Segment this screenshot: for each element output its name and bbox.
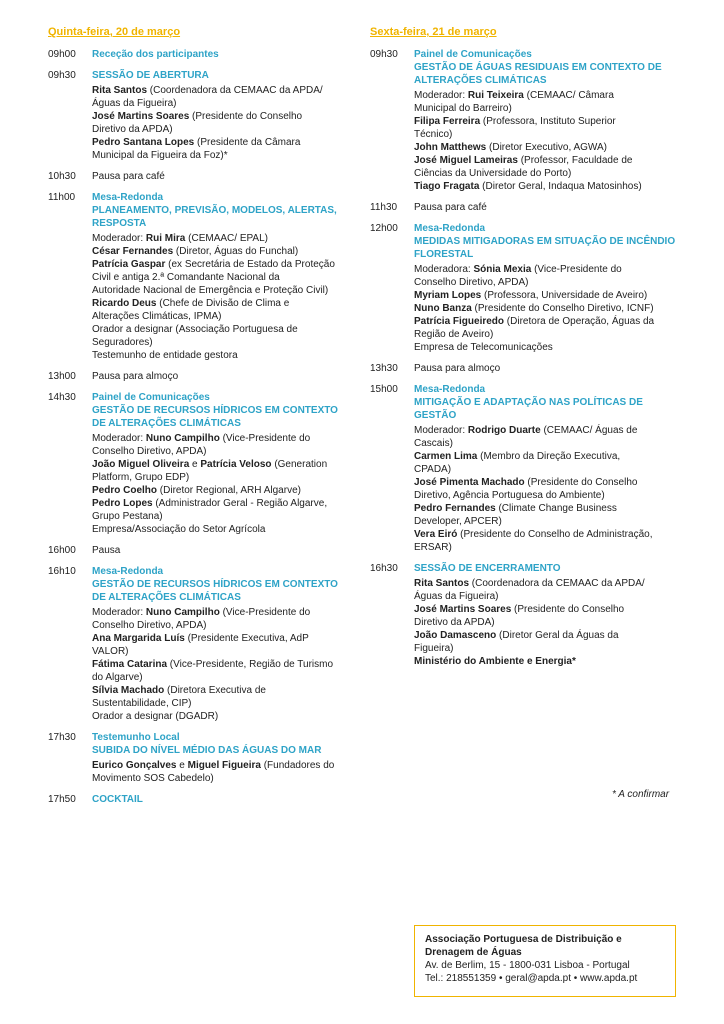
org-name-line-1: Associação Portuguesa de Distribuição e [425,934,622,945]
address-box [414,925,676,997]
session-item [370,222,680,354]
speaker-name: Nuno Campilho [145,433,220,444]
session-time: 17h50 [48,794,76,805]
speaker-list [92,759,348,785]
speaker-detail: Orador a designar (Associação Portuguesa de [92,324,298,335]
speaker-line [414,489,680,502]
speaker-line [92,297,348,310]
speaker-detail: (Membro da Direção Executiva, [477,451,621,462]
speaker-list [414,263,680,354]
session-item [48,391,348,536]
speaker-line [92,632,348,645]
speaker-detail: Empresa/Associação do Setor Agrícola [92,524,266,535]
speaker-list [414,89,680,193]
speaker-line [92,619,348,632]
speaker-line [92,645,348,658]
session-item [48,793,348,806]
session-item [48,191,348,362]
speaker-line [414,541,680,554]
speaker-line [92,432,348,445]
speaker-line [92,232,348,245]
speaker-name: Ministério do Ambiente e Energia* [414,656,576,667]
session-plain-text: Pausa para café [414,202,487,213]
speaker-list [92,432,348,536]
speaker-name: Pedro Coelho [92,485,158,496]
speaker-detail: (Diretor, Águas do Funchal) [173,246,299,257]
speaker-line [92,606,348,619]
speaker-detail: Moderador: [92,233,146,244]
speaker-name: John Matthews [414,142,487,153]
speaker-line [92,497,348,510]
speaker-detail: e [176,760,188,771]
session-title: GESTÃO DE ÁGUAS RESIDUAIS EM CONTEXTO DE ALTERAÇÕES CLIMÁTICAS [414,62,662,86]
speaker-detail: Moderador: [414,90,468,101]
speaker-name: Filipa Ferreira [414,116,481,127]
session-body [92,793,348,806]
speaker-detail: Região de Aveiro) [414,329,494,340]
speaker-detail: (Chefe de Divisão de Clima e [156,298,290,309]
speaker-line [92,323,348,336]
session-body [414,362,680,375]
speaker-detail: (Coordenadora da CEMAAC da APDA/ [469,578,645,589]
speaker-detail: (Vice-Presidente, Região de Turismo [167,659,334,670]
speaker-name: Ricardo Deus [92,298,157,309]
speaker-name: Rodrigo Duarte [467,425,541,436]
speaker-name: Myriam Lopes [414,290,482,301]
speaker-line [414,515,680,528]
speaker-name: Miguel Figueira [187,760,261,771]
speaker-detail: (Professora, Universidade de Aveiro) [481,290,648,301]
session-title: COCKTAIL [92,794,143,805]
session-body [92,170,348,183]
speaker-line [92,136,348,149]
session-title: SESSÃO DE ABERTURA [92,70,209,81]
speaker-detail: (Professor, Faculdade de [517,155,633,166]
address-street: Av. de Berlim, 15 - 1800-031 Lisboa - Portugal [425,960,630,971]
speaker-name: José Miguel Lameiras [414,155,518,166]
session-title: GESTÃO DE RECURSOS HÍDRICOS EM CONTEXTO DE ALTERAÇÕES CLIMÁTICAS [92,579,338,603]
session-body [92,69,348,162]
footnote: * A confirmar [612,789,670,800]
speaker-line [414,341,680,354]
speaker-detail: (Administrador Geral - Região Algarve, [152,498,328,509]
speaker-detail: (CEMAAC/ Câmara [523,90,614,101]
speaker-detail: Ciências da Universidade do Porto) [414,168,572,179]
speaker-name: Pedro Fernandes [414,503,496,514]
session-category: Mesa-Redonda [92,566,164,577]
session-title: GESTÃO DE RECURSOS HÍDRICOS EM CONTEXTO DE ALTERAÇÕES CLIMÁTICAS [92,405,338,429]
session-time: 13h00 [48,371,76,382]
speaker-line [414,450,680,463]
session-body [92,370,348,383]
session-body [92,565,348,723]
speaker-name: Patrícia Figueiredo [414,316,505,327]
speaker-detail: Moderadora: [414,264,474,275]
session-body [92,731,348,785]
session-title: SESSÃO DE ENCERRAMENTO [414,563,561,574]
session-body [414,383,680,554]
speaker-detail: (Diretora de Operação, Águas da [504,316,655,327]
speaker-detail: Empresa de Telecomunicações [414,342,553,353]
session-time: 15h00 [370,384,398,395]
session-plain-text: Pausa para almoço [414,363,501,374]
speaker-line [414,276,680,289]
speaker-line [414,180,680,193]
session-title: MITIGAÇÃO E ADAPTAÇÃO NAS POLÍTICAS DE GESTÃO [414,397,643,421]
speaker-detail: Técnico) [414,129,453,140]
speaker-detail: ERSAR) [414,542,452,553]
speaker-detail: (Diretora Executiva de [164,685,266,696]
speaker-line [92,349,348,362]
speaker-line [414,476,680,489]
session-category: Mesa-Redonda [414,223,486,234]
session-title: MEDIDAS MITIGADORAS EM SITUAÇÃO DE INCÊNDIO FLORESTAL [414,236,676,260]
speaker-line [92,523,348,536]
day-title-friday: Sexta-feira, 21 de março [370,26,497,38]
org-name-line-2: Drenagem de Águas [425,947,522,958]
session-body [414,201,680,214]
speaker-detail: Águas da Figueira) [92,98,177,109]
session-title: SUBIDA DO NÍVEL MÉDIO DAS ÁGUAS DO MAR [92,745,322,756]
speaker-name: Patrícia Gaspar [92,259,166,270]
speaker-name: Fátima Catarina [92,659,168,670]
speaker-name: Sílvia Machado [92,685,165,696]
session-item [48,170,348,183]
session-plain-text: Pausa para café [92,171,165,182]
session-time: 09h00 [48,49,76,60]
speaker-detail: Movimento SOS Cabedelo) [92,773,214,784]
speaker-name: José Martins Soares [92,111,190,122]
speaker-line [414,616,680,629]
speaker-line [414,102,680,115]
speaker-name: Rui Mira [145,233,186,244]
speaker-line [92,284,348,297]
speaker-detail: Municipal da Figueira da Foz)* [92,150,228,161]
speaker-detail: (Presidente do Conselho Diretivo, ICNF) [471,303,654,314]
speaker-line [414,437,680,450]
speaker-line [92,458,348,471]
speaker-line [92,258,348,271]
speaker-line [92,759,348,772]
session-body [414,562,680,668]
speaker-line [92,510,348,523]
session-category: Painel de Comunicações [92,392,210,403]
speaker-detail: (CEMAAC/ EPAL) [185,233,268,244]
speaker-name: Nuno Campilho [145,607,220,618]
speaker-detail: (Presidente do Conselho [524,477,638,488]
speaker-line [414,603,680,616]
session-plain-text: Pausa [92,545,121,556]
speaker-detail: Conselho Diretivo, APDA) [92,620,207,631]
speaker-line [414,629,680,642]
session-item [48,69,348,162]
speaker-list [92,606,348,723]
speaker-line [92,97,348,110]
speaker-detail: Developer, APCER) [414,516,502,527]
friday-sessions [370,48,680,668]
speaker-detail: (Diretor Geral, Indaqua Matosinhos) [479,181,642,192]
speaker-detail: Platform, Grupo EDP) [92,472,190,483]
session-category: Mesa-Redonda [414,384,486,395]
speaker-line [414,263,680,276]
speaker-list [414,424,680,554]
speaker-detail: Moderador: [92,607,146,618]
speaker-line [92,484,348,497]
speaker-name: Vera Eiró [414,529,458,540]
speaker-line [414,502,680,515]
speaker-name: Ana Margarida Luís [92,633,185,644]
session-item [48,565,348,723]
speaker-list [92,232,348,362]
speaker-name: Nuno Banza [414,303,472,314]
speaker-name: Sónia Mexia [473,264,532,275]
speaker-line [414,89,680,102]
speaker-name: Rita Santos [414,578,470,589]
session-time: 16h10 [48,566,76,577]
speaker-line [92,336,348,349]
speaker-line [92,684,348,697]
session-category: Painel de Comunicações [414,49,532,60]
speaker-detail: (Climate Change Business [495,503,617,514]
address-contact: Tel.: 218551359 • geral@apda.pt • www.apda.pt [425,973,638,984]
speaker-line [414,655,680,668]
speaker-name: Tiago Fragata [414,181,480,192]
speaker-detail: (Presidente do Conselho de Administração, [457,529,653,540]
speaker-name: João Damasceno [414,630,497,641]
speaker-detail: Moderador: [92,433,146,444]
speaker-detail: (ex Secretária de Estado da Proteção [165,259,335,270]
session-time: 11h00 [48,192,76,203]
speaker-line [92,245,348,258]
speaker-line [92,671,348,684]
speaker-detail: (Diretor Geral da Águas da [496,630,619,641]
speaker-line [414,528,680,541]
speaker-detail: (Fundadores do [260,760,335,771]
speaker-detail: Moderador: [414,425,468,436]
speaker-detail: Conselho Diretivo, APDA) [414,277,529,288]
speaker-detail: (Coordenadora da CEMAAC da APDA/ [147,85,323,96]
speaker-line [414,141,680,154]
speaker-name: Eurico Gonçalves [92,760,177,771]
session-item [48,370,348,383]
speaker-detail: (Vice-Presidente do [219,607,311,618]
session-time: 10h30 [48,171,76,182]
speaker-name: José Martins Soares [414,604,512,615]
speaker-name: Pedro Lopes [92,498,153,509]
speaker-line [414,128,680,141]
speaker-detail: Cascais) [414,438,453,449]
speaker-line [92,710,348,723]
speaker-name: Patrícia Veloso [200,459,272,470]
speaker-detail: Grupo Pestana) [92,511,163,522]
speaker-detail: (Presidente da Câmara [194,137,301,148]
speaker-detail: (Presidente do Conselho [511,604,625,615]
speaker-detail: Águas da Figueira) [414,591,499,602]
speaker-line [414,463,680,476]
speaker-line [414,577,680,590]
session-category: Mesa-Redonda [92,192,164,203]
session-time: 09h30 [48,70,76,81]
speaker-line [92,123,348,136]
speaker-detail: Autoridade Nacional de Emergência e Proteção Civil) [92,285,329,296]
speaker-list [414,577,680,668]
speaker-detail: (Professora, Instituto Superior [480,116,616,127]
speaker-line [92,271,348,284]
speaker-line [92,772,348,785]
speaker-detail: Diretivo, Agência Portuguesa do Ambiente) [414,490,605,501]
session-time: 09h30 [370,49,398,60]
session-body [92,391,348,536]
speaker-line [92,84,348,97]
speaker-line [414,154,680,167]
speaker-line [92,310,348,323]
speaker-detail: (Presidente do Conselho [189,111,303,122]
speaker-line [414,328,680,341]
speaker-name: Carmen Lima [414,451,478,462]
speaker-list [92,84,348,162]
session-item [48,48,348,61]
speaker-line [414,289,680,302]
session-time: 14h30 [48,392,76,403]
speaker-detail: e [189,459,201,470]
friday-column [370,26,680,668]
session-time: 16h00 [48,545,76,556]
session-time: 13h30 [370,363,398,374]
speaker-detail: (Generation [271,459,328,470]
thursday-column [48,26,348,806]
session-item [48,731,348,785]
speaker-detail: (Presidente Executiva, AdP [184,633,309,644]
session-time: 12h00 [370,223,398,234]
speaker-line [92,471,348,484]
session-body [92,544,348,557]
speaker-detail: CPADA) [414,464,452,475]
session-title: PLANEAMENTO, PREVISÃO, MODELOS, ALERTAS, RESPOSTA [92,205,337,229]
speaker-name: José Pimenta Machado [414,477,525,488]
session-item [370,383,680,554]
session-body [414,222,680,354]
session-item [370,562,680,668]
speaker-detail: Sustentabilidade, CIP) [92,698,192,709]
speaker-line [414,167,680,180]
speaker-line [414,642,680,655]
session-body [92,48,348,61]
session-time: 11h30 [370,202,398,213]
session-title: Receção dos participantes [92,49,219,60]
speaker-name: Rita Santos [92,85,148,96]
speaker-detail: Figueira) [414,643,454,654]
speaker-detail: (Vice-Presidente do [219,433,311,444]
speaker-detail: Testemunho de entidade gestora [92,350,238,361]
session-time: 16h30 [370,563,398,574]
session-body [414,48,680,193]
speaker-line [414,115,680,128]
session-item [370,362,680,375]
speaker-line [92,658,348,671]
session-body [92,191,348,362]
speaker-detail: Alterações Climáticas, IPMA) [92,311,222,322]
speaker-detail: VALOR) [92,646,129,657]
session-item [370,48,680,193]
speaker-detail: Civil e antiga 2.ª Comandante Nacional da [92,272,280,283]
speaker-line [414,424,680,437]
speaker-line [414,302,680,315]
speaker-detail: Municipal do Barreiro) [414,103,512,114]
speaker-detail: Diretivo da APDA) [92,124,173,135]
speaker-detail: Seguradores) [92,337,153,348]
speaker-line [92,149,348,162]
speaker-detail: (Diretor Regional, ARH Algarve) [157,485,301,496]
speaker-line [92,110,348,123]
speaker-detail: Conselho Diretivo, APDA) [92,446,207,457]
speaker-name: Rui Teixeira [467,90,524,101]
speaker-detail: (Diretor Executivo, AGWA) [486,142,608,153]
thursday-sessions [48,48,348,806]
speaker-name: César Fernandes [92,246,174,257]
speaker-detail: (Vice-Presidente do [531,264,622,275]
session-item [48,544,348,557]
speaker-line [92,697,348,710]
speaker-line [92,445,348,458]
session-plain-text: Pausa para almoço [92,371,179,382]
speaker-name: João Miguel Oliveira [92,459,190,470]
speaker-line [414,315,680,328]
speaker-line [414,590,680,603]
day-title-thursday: Quinta-feira, 20 de março [48,26,181,38]
speaker-detail: do Algarve) [92,672,143,683]
speaker-detail: Diretivo da APDA) [414,617,495,628]
session-item [370,201,680,214]
speaker-detail: (CEMAAC/ Águas de [540,425,638,436]
session-category: Testemunho Local [92,732,180,743]
speaker-detail: Orador a designar (DGADR) [92,711,219,722]
session-time: 17h30 [48,732,76,743]
speaker-name: Pedro Santana Lopes [92,137,195,148]
